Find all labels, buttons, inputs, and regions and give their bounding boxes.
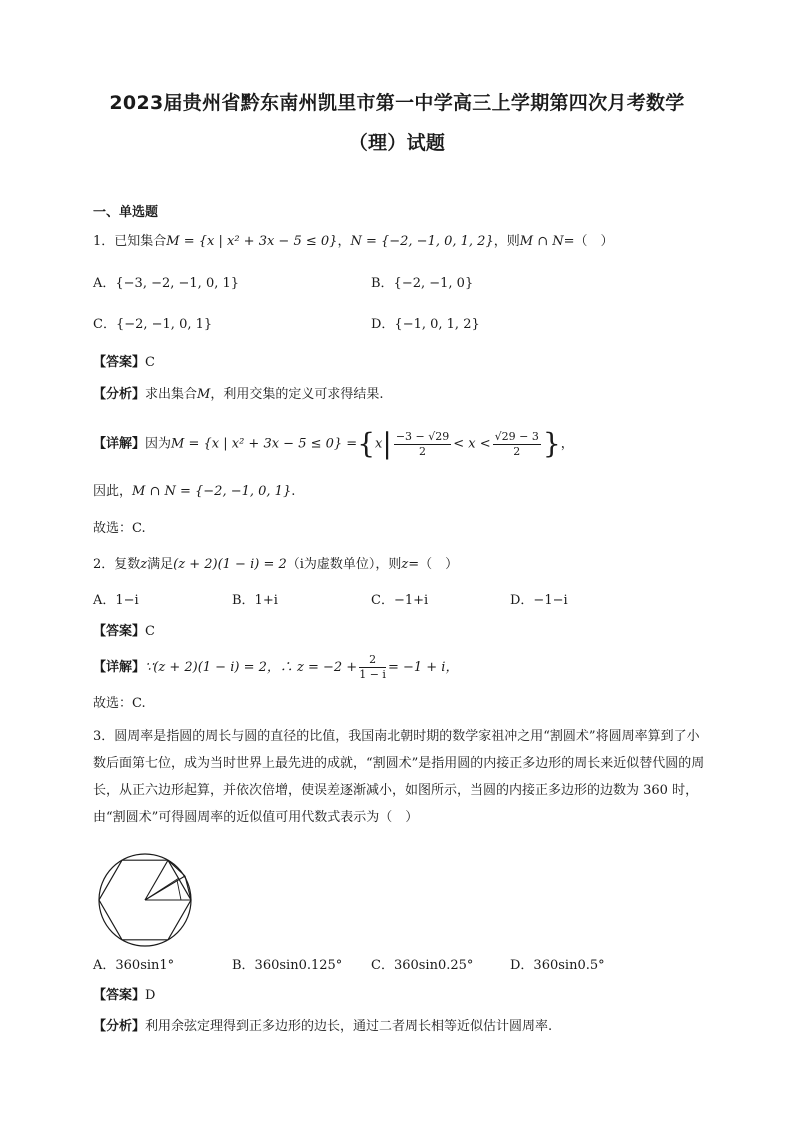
q3-analysis-tag: 【分析】 — [93, 1019, 146, 1034]
q2-stem — [93, 555, 458, 575]
q1-conclusion — [93, 482, 295, 502]
q2-stem-z: z — [140, 557, 148, 572]
q2-answer-tag: 【答案】 — [93, 624, 146, 639]
q2-detail — [93, 652, 458, 684]
q3-answer-tag: 【答案】 — [93, 988, 146, 1003]
q2-stem-d: =（ ） — [408, 557, 459, 572]
left-brace-glyph: { — [357, 427, 376, 460]
q1-fraction-lower — [394, 430, 451, 459]
q1-conclusion-b: . — [291, 484, 296, 499]
q1-fraction-lower-den: 2 — [419, 444, 427, 458]
q1-stem-prefix: 1．已知集合 — [93, 234, 167, 249]
section-heading: 一、单选题 — [93, 205, 159, 220]
q3-figure — [93, 852, 197, 952]
q1-fraction-upper-num: √29 − 3 — [494, 429, 539, 443]
inner-segment-a — [145, 878, 179, 900]
q1-detail-end: ， — [560, 436, 574, 452]
q2-answer-value: C — [145, 624, 155, 639]
q1-fraction-lower-num: −3 − √29 — [395, 429, 450, 443]
q3-analysis — [93, 1017, 552, 1037]
q1-answer-value: C — [145, 355, 155, 370]
q2-fraction-den: 1 − i — [359, 668, 386, 681]
q1-stem-end: =（ ） — [563, 234, 614, 249]
q1-set-m: M = {x | x² + 3x − 5 ≤ 0} — [166, 234, 338, 249]
q1-conclusion-a: 因此， — [93, 484, 133, 499]
q2-detail-a: ∵(z + 2)(1 − i) = 2，∴ z = −2 + — [145, 660, 358, 675]
q1-analysis-m: M — [197, 387, 211, 402]
q3-option-a: A．360sin1° — [93, 958, 175, 973]
q2-option-b: B．1+i — [232, 593, 278, 608]
q1-detail-x: x — [375, 436, 383, 452]
q1-fraction-upper-den: 2 — [513, 444, 521, 458]
q1-answer-tag: 【答案】 — [93, 355, 146, 370]
q2-stem-b: 满足 — [147, 557, 174, 572]
q1-analysis-tag: 【分析】 — [93, 387, 146, 402]
q1-analysis-a: 求出集合 — [145, 387, 198, 402]
exam-title-line-2: （理）试题 — [348, 132, 446, 154]
q1-stem-mid: ，则 — [493, 234, 520, 249]
q1-detail-lt: < x < — [453, 436, 491, 452]
q2-option-d: D．−1−i — [510, 593, 568, 608]
right-brace-glyph: } — [542, 427, 561, 460]
q1-stem — [93, 232, 614, 252]
q2-stem-z2: z — [401, 557, 409, 572]
q1-fraction-upper — [493, 430, 541, 459]
q1-option-d: D．{−1, 0, 1, 2} — [371, 317, 480, 332]
q1-analysis — [93, 385, 383, 405]
q3-stem: 3．圆周率是指圆的周长与圆的直径的比值，我国南北朝时期的数学家祖冲之用“割圆术”将圆周率算到了小数后面第七位，成为当时世界上最先进的成就，“割圆术”是指用圆的内接正多边形的周长来近似替代圆的周长，从正六边形起算，并依次倍增，使误差逐渐减小，如图所示，当圆的内接正多边形的边数为 360 时，由“割圆术”可得圆周率的近似值可用代数式表示为（ ） — [93, 729, 705, 825]
dodecagon-edge-lower — [185, 876, 191, 900]
dodecagon-edge-upper — [168, 860, 185, 876]
q1-detail-expr: M = {x | x² + 3x − 5 ≤ 0} = — [171, 436, 358, 452]
q2-detail-b: = −1 + i， — [387, 660, 459, 675]
q2-fraction-num: 2 — [359, 653, 386, 668]
q3-answer-value: D — [145, 988, 156, 1003]
q2-stem-a: 2．复数 — [93, 557, 141, 572]
q1-option-a: A．{−3, −2, −1, 0, 1} — [93, 276, 240, 291]
q2-option-c: C．−1+i — [371, 593, 429, 608]
q2-stem-c: （i为虚数单位），则 — [286, 557, 402, 572]
q1-detail-a: 因为 — [145, 436, 172, 452]
q3-answer — [93, 986, 155, 1006]
q1-analysis-b: ，利用交集的定义可求得结果. — [210, 387, 384, 402]
q2-answer — [93, 622, 155, 642]
q3-option-d: D．360sin0.5° — [510, 958, 605, 973]
q1-expr: M ∩ N — [519, 234, 564, 249]
q1-conclusion-expr: M ∩ N = {−2, −1, 0, 1} — [132, 484, 292, 499]
q1-option-c: C．{−2, −1, 0, 1} — [93, 317, 213, 332]
inner-segment-b — [177, 880, 181, 900]
q2-detail-tag: 【详解】 — [93, 660, 146, 675]
q3-option-c: C．360sin0.25° — [371, 958, 474, 973]
q1-detail — [93, 426, 574, 463]
q2-choose: 故选：C. — [93, 696, 146, 711]
q3-option-b: B．360sin0.125° — [232, 958, 343, 973]
q1-detail-tag: 【详解】 — [93, 436, 146, 452]
q1-option-b: B．{−2, −1, 0} — [371, 276, 474, 291]
q2-stem-eq: (z + 2)(1 − i) = 2 — [173, 557, 287, 572]
exam-title-line-1: 2023届贵州省黔东南州凯里市第一中学高三上学期第四次月考数学 — [109, 92, 685, 114]
q3-analysis-text: 利用余弦定理得到正多边形的边长，通过二者周长相等近似估计圆周率. — [145, 1019, 553, 1034]
divider-bar-glyph: | — [382, 427, 392, 460]
q2-fraction — [359, 653, 386, 682]
q1-set-n: N = {−2, −1, 0, 1, 2} — [350, 234, 494, 249]
q1-stem-sep: ， — [337, 234, 351, 249]
radius-line-upper — [145, 860, 168, 900]
q1-answer — [93, 353, 155, 373]
inscribed-hexagon-circle-diagram — [93, 852, 197, 948]
q1-choose: 故选：C. — [93, 521, 146, 536]
q2-option-a: A．1−i — [93, 593, 139, 608]
